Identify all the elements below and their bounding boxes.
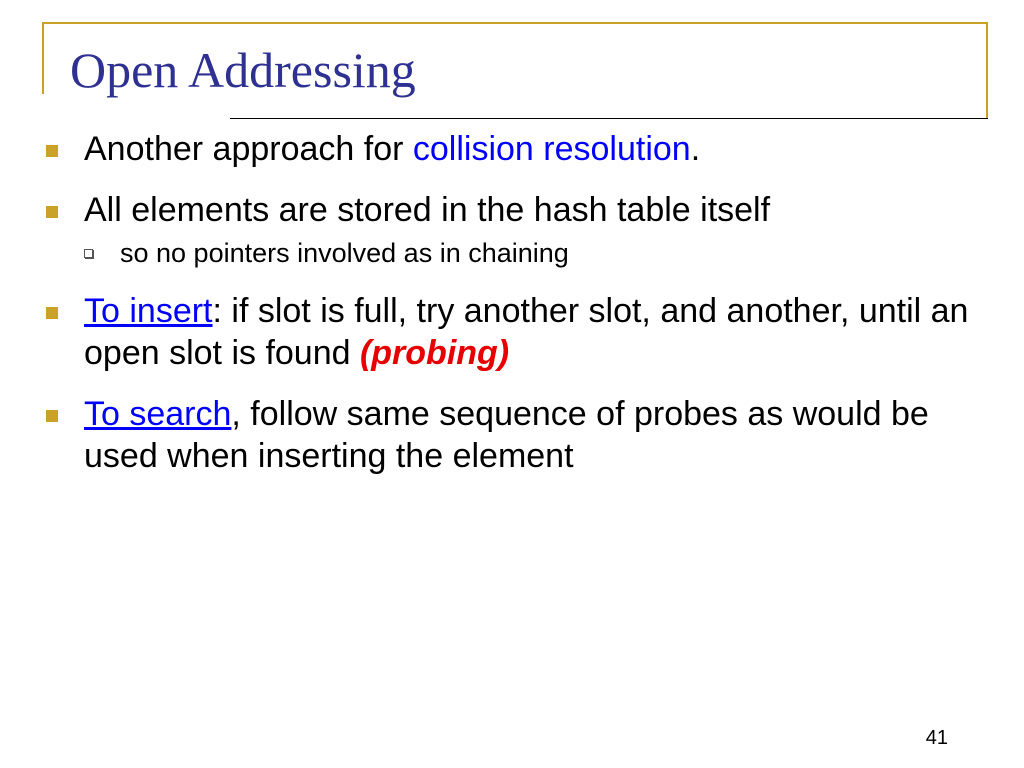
bullet-item-to-search — [46, 393, 986, 477]
bullet-list — [46, 128, 986, 496]
title-frame-top-line — [42, 22, 988, 24]
square-bullet-icon — [46, 410, 58, 422]
title-underline-rule — [230, 118, 988, 119]
slide-title: Open Addressing — [70, 42, 416, 98]
square-bullet-icon — [46, 206, 58, 218]
sub-bullet-item-no-pointers — [46, 236, 986, 270]
sub-bullet-text: so no pointers involved as in chaining — [120, 238, 569, 268]
bullet-text-end: . — [690, 130, 701, 168]
bullet-item-stored-in-table — [46, 189, 986, 231]
bullet-item-to-insert — [46, 290, 986, 374]
square-bullet-icon — [46, 145, 58, 157]
bullet-text: : if slot is full, try another slot, and another, until an open slot is found — [84, 292, 969, 372]
to-insert-link[interactable]: To insert — [84, 292, 213, 330]
title-frame-right-line — [986, 22, 988, 118]
bullet-text: All elements are stored in the hash table itself — [84, 191, 771, 229]
probing-emphasis: (probing) — [359, 334, 510, 372]
collision-resolution-term: collision resolution — [412, 130, 691, 168]
bullet-text: , follow same sequence of probes as would be used when inserting the element — [84, 395, 929, 475]
to-search-link[interactable]: To search — [84, 395, 232, 433]
square-bullet-icon — [46, 307, 58, 319]
slide-page-number: 41 — [925, 727, 948, 749]
hollow-square-bullet-icon — [84, 249, 93, 258]
bullet-text: Another approach for — [84, 130, 413, 168]
title-frame-left-line — [42, 22, 44, 94]
bullet-item-collision-resolution — [46, 128, 986, 170]
